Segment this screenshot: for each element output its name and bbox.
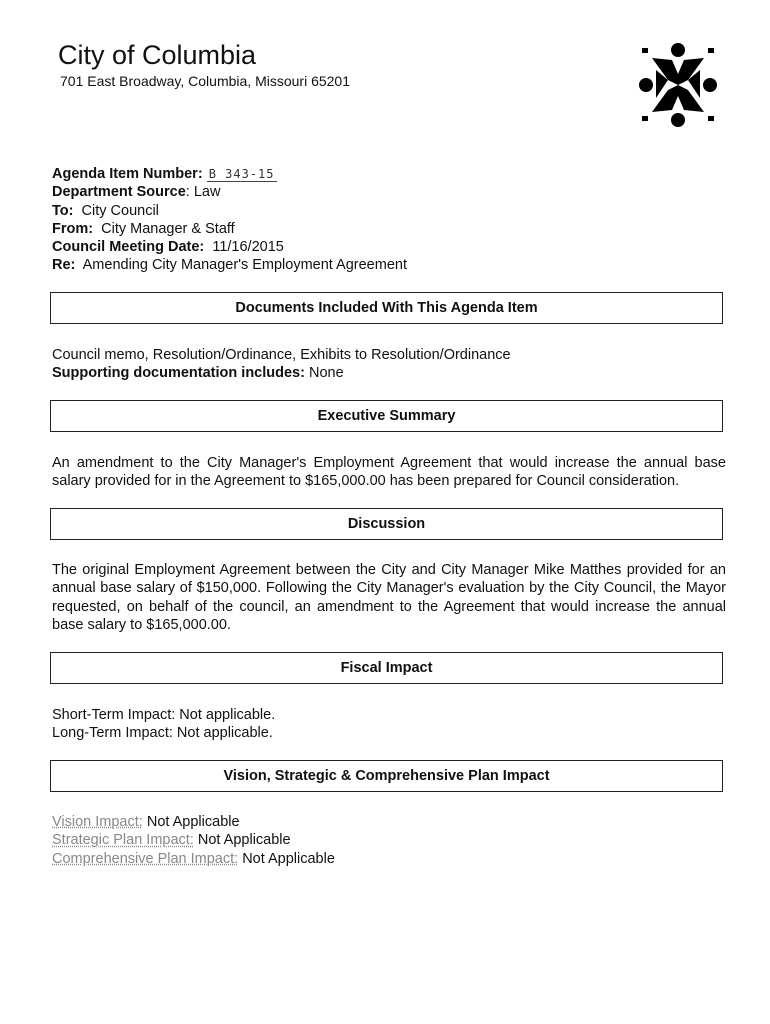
from-label: From:: [52, 220, 94, 237]
to-row: [52, 202, 407, 220]
department-value: Law: [193, 184, 221, 201]
executive-summary-heading: Executive Summary: [317, 408, 456, 424]
comprehensive-plan-impact-value: Not Applicable: [242, 850, 335, 867]
from-row: [52, 220, 407, 238]
executive-summary-text: An amendment to the City Manager's Employment Agreement that would increase the annual base salary provided for in the Agreement to $165,000.00 has been prepared for Council consideration.: [52, 455, 726, 490]
meeting-date-value: 11/16/2015: [212, 239, 284, 256]
documents-heading: Documents Included With This Agenda Item: [235, 300, 538, 316]
fiscal-impact-heading: Fiscal Impact: [340, 660, 433, 676]
documents-text: [52, 346, 726, 383]
department-label: Department Source: [52, 184, 186, 201]
strategic-impact-row: [52, 831, 726, 849]
fiscal-impact-heading-box: [50, 652, 723, 684]
department-row: Department Source: Law: [52, 184, 221, 201]
long-term-impact: Long-Term Impact: Not applicable.: [52, 725, 273, 742]
supporting-docs-value: None: [308, 365, 344, 382]
plan-impact-heading: Vision, Strategic & Comprehensive Plan Impact: [223, 768, 550, 784]
comprehensive-plan-impact-link[interactable]: Comprehensive Plan Impact:: [52, 850, 239, 867]
city-title: City of Columbia: [58, 40, 257, 70]
discussion-heading: Discussion: [347, 516, 426, 532]
to-value: City Council: [81, 202, 159, 219]
plan-impact-heading-box: [50, 760, 723, 792]
agenda-item-number-label: Agenda Item Number:: [52, 166, 203, 182]
fiscal-impact-text: [52, 706, 726, 743]
supporting-docs-label: Supporting documentation includes:: [52, 365, 305, 382]
to-label: To:: [52, 202, 74, 219]
city-of-columbia-logo-icon: [638, 40, 718, 130]
meeting-date-label: Council Meeting Date:: [52, 239, 205, 256]
strategic-plan-impact-value: Not Applicable: [197, 832, 291, 849]
vision-impact-value: Not Applicable: [146, 814, 240, 830]
executive-summary-heading-box: [50, 400, 723, 432]
agenda-item-number-value: B 343-15: [208, 167, 275, 181]
meeting-date-row: [52, 238, 407, 256]
re-label: Re:: [52, 257, 76, 274]
short-term-impact: Short-Term Impact: Not applicable.: [52, 707, 276, 723]
comprehensive-impact-row: [52, 850, 726, 868]
agenda-item-number-row: [52, 165, 407, 183]
documents-line: Council memo, Resolution/Ordinance, Exhibits to Resolution/Ordinance: [52, 347, 511, 363]
from-value: City Manager & Staff: [101, 220, 235, 237]
strategic-plan-impact-link[interactable]: Strategic Plan Impact:: [52, 832, 194, 849]
plan-impact-text: [52, 813, 726, 868]
vision-impact-row: [52, 813, 726, 831]
re-value: Amending City Manager's Employment Agreement: [82, 257, 407, 274]
vision-impact-link[interactable]: Vision Impact:: [52, 814, 143, 830]
supporting-docs-row: [52, 364, 726, 382]
documents-heading-box: [50, 292, 723, 324]
re-row: [52, 256, 407, 274]
discussion-text: The original Employment Agreement between the City and City Manager Mike Matthes provided for an annual base salary of $150,000. Following the City Manager's evaluation by the City Council, the Mayor requested, on behalf of the council, an amendment to the Agreement that would increase the annual base salary to $165,000.00.: [52, 562, 726, 633]
agenda-meta: [52, 165, 407, 275]
discussion-heading-box: [50, 508, 723, 540]
city-address: 701 East Broadway, Columbia, Missouri 65201: [60, 73, 351, 89]
